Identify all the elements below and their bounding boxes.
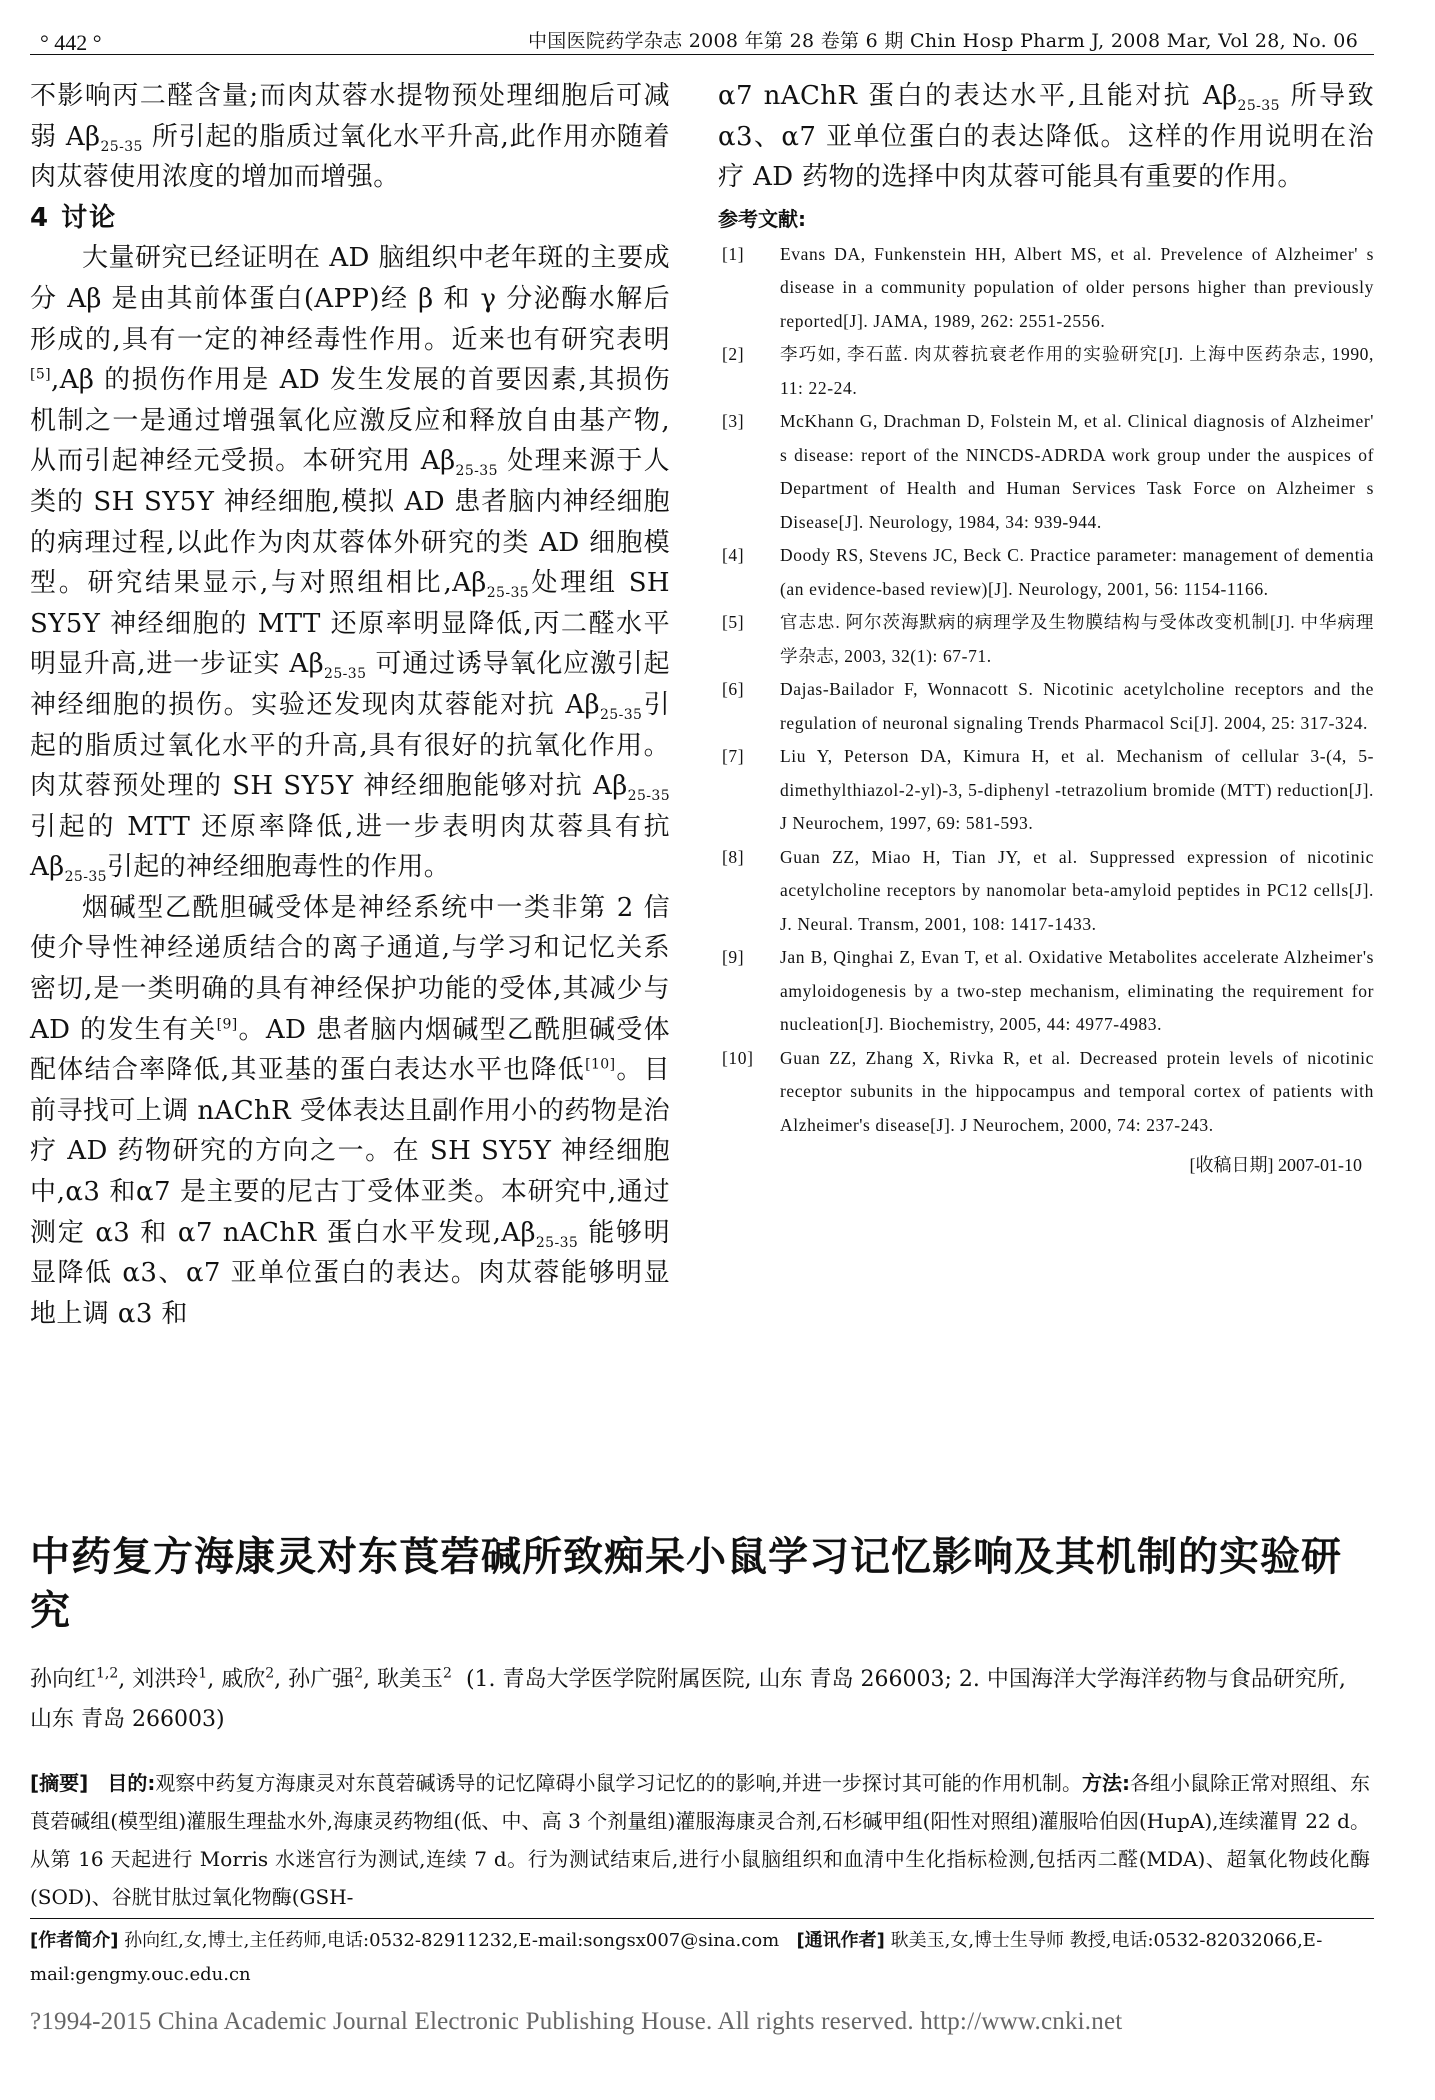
- footnote-rule: [30, 1918, 1374, 1919]
- discussion-paragraph-2: 烟碱型乙酰胆碱受体是神经系统中一类非第 2 信使介导性神经递质结合的离子通道,与学习和记忆关系密切,是一类明确的具有神经保护功能的受体,其减少与 AD 的发生有关[9]。AD 患者脑内烟碱型乙酰胆碱受体 配体结合率降低,其亚基的蛋白表达水平也降低[10]。目前寻找可上调 nAChR 受体表达且副作用小的药物是治疗 AD 药物研究的方向之一。在 SH SY5Y 神经细胞中,α3 和α7 是主要的尼古丁受体亚类。本研究中,通过测定 α3 和 α7 nAChR 蛋白水平发现$,A\beta_{25-35}$ 能够明显降低 α3、α7 亚单位蛋白的表达。肉苁蓉能够明显地上调 α3 和: [30, 892, 671, 1329]
- left-column: [30, 76, 670, 1334]
- header-rule: [30, 54, 1374, 55]
- reference-item: [7] Liu Y, Peterson DA, Kimura H, et al. Mechanism of cellular 3-(4, 5-dimethylthiazol-2-yl)-3, 5-diphenyl -tetrazolium bromide (MTT) reduction[J]. J Neurochem, 1997, 69: 581-593.: [722, 746, 1374, 834]
- continued-paragraph-right: α7 nAChR 蛋白的表达水平,且能对抗 $A\beta_{25-35}$ 所导致 α3、α7 亚单位蛋白的表达降低。这样的作用说明在治疗 AD 药物的选择中肉苁蓉可能具有重要的作用。: [718, 81, 1374, 193]
- article-title: 中药复方海康灵对东莨菪碱所致痴呆小鼠学习记忆影响及其机制的实验研究: [30, 1534, 1342, 1634]
- page-number: ° 442 °: [40, 30, 102, 55]
- received-date: [收稿日期] 2007-01-10: [1189, 1155, 1362, 1176]
- reference-item: [5] 官志忠. 阿尔茨海默病的病理学及生物膜结构与受体改变机制[J]. 中华病理学杂志, 2003, 32(1): 67-71.: [722, 612, 1374, 666]
- abstract-label: [摘要]: [30, 1771, 89, 1795]
- reference-item: [3] McKhann G, Drachman D, Folstein M, et al. Clinical diagnosis of Alzheimer' s disease: report of the NINCDS-ADRDA work group under the auspices of Department of Health and Human Services Task Force on Alzheimer s Disease[J]. Neurology, 1984, 34: 939-944.: [722, 411, 1374, 532]
- reference-item: [9] Jan B, Qinghai Z, Evan T, et al. Oxidative Metabolites accelerate Alzheimer's amyloidogenesis by a two-step mechanism, eliminating the requirement for nucleation[J]. Biochemistry, 2005, 44: 4977-4983.: [722, 947, 1374, 1035]
- author-line: 孙向红$^{1,2}$, 刘洪玲$^1$, 戚欣$^2$, 孙广强$^2$, 耿美玉$^2$ (1. 青岛大学医学院附属医院, 山东 青岛 266003; 2. 中国海洋大学海洋药物与食品研究所, 山东 青岛 266003): [30, 1665, 1346, 1732]
- copyright-watermark: ?1994-2015 China Academic Journal Electronic Publishing House. All rights reserved. http://www.cnki.net: [30, 2008, 1123, 2035]
- journal-running-header: 中国医院药学杂志 2008 年第 28 卷第 6 期 Chin Hosp Pharm J, 2008 Mar, Vol 28, No. 06: [528, 30, 1359, 52]
- author-footnote: [作者简介] 孙向红,女,博士,主任药师,电话:0532-82911232,E-mail:songsx007@sina.com [通讯作者] 耿美玉,女,博士生导师 教授,电话:0532-82032066,E-mail:gengmy.ouc.edu.cn: [30, 1930, 1323, 1985]
- continued-paragraph: 不影响丙二醛含量;而肉苁蓉水提物预处理细胞后可减弱 $A\beta_{25-35}$ 所引起的脂质过氧化水平升高,此作用亦随着肉苁蓉使用浓度的增加而增强。: [30, 81, 670, 193]
- reference-item: [8] Guan ZZ, Miao H, Tian JY, et al. Suppressed expression of nicotinic acetylcholine receptors by nanomolar beta-amyloid peptides in PC12 cells[J]. J. Neural. Transm, 2001, 108: 1417-1433.: [722, 846, 1374, 934]
- reference-item: [2] 李巧如, 李石蓝. 肉苁蓉抗衰老作用的实验研究[J]. 上海中医药杂志, 1990, 11: 22-24.: [722, 344, 1374, 398]
- right-column: [718, 76, 1374, 1182]
- section-heading-discussion: 4 讨论: [30, 202, 118, 233]
- reference-list: [718, 238, 1374, 1143]
- reference-item: [6] Dajas-Bailador F, Wonnacott S. Nicotinic acetylcholine receptors and the regulation of neuronal signaling Trends Pharmacol Sci[J]. 2004, 25: 317-324.: [722, 679, 1374, 733]
- reference-item: [4] Doody RS, Stevens JC, Beck C. Practice parameter: management of dementia (an evidence-based review)[J]. Neurology, 2001, 56: 1154-1166.: [722, 545, 1374, 599]
- reference-item: [1] Evans DA, Funkenstein HH, Albert MS, et al. Prevelence of Alzheimer' s disease in a community population of older persons higher than previously reported[J]. JAMA, 1989, 262: 2551-2556.: [722, 243, 1374, 331]
- reference-item: [10] Guan ZZ, Zhang X, Rivka R, et al. Decreased protein levels of nicotinic receptor subunits in the hippocampus and temporal cortex of patients with Alzheimer's disease[J]. J Neurochem, 2000, 74: 237-243.: [722, 1047, 1374, 1135]
- references-heading: 参考文献:: [718, 206, 806, 231]
- abstract: [摘要] 目的:观察中药复方海康灵对东莨菪碱诱导的记忆障碍小鼠学习记忆的的影响,并进一步探讨其可能的作用机制。方法:各组小鼠除正常对照组、东莨菪碱组(模型组)灌服生理盐水外,海康灵药物组(低、中、高 3 个剂量组)灌服海康灵合剂,石杉碱甲组(阳性对照组)灌服哈伯因(HupA),连续灌胃 22 d。从第 16 天起进行 Morris 水迷宫行为测试,连续 7 d。行为测试结束后,进行小鼠脑组织和血清中生化指标检测,包括丙二醛(MDA)、超氧化物歧化酶(SOD)、谷胱甘肽过氧化物酶(GSH-: [30, 1771, 1371, 1909]
- author-affiliation: (1. 青岛大学医学院附属医院, 山东 青岛 266003; 2. 中国海洋大学海洋药物与食品研究所, 山东 青岛 266003): [30, 1667, 1346, 1732]
- discussion-paragraph-1: 大量研究已经证明在 AD 脑组织中老年斑的主要成分 Aβ 是由其前体蛋白(APP)经 β 和 γ 分泌酶水解后形成的,具有一定的神经毒性作用。近来也有研究表明[5],Aβ 的损伤作用是 AD 发生发展的首要因素,其损伤机制之一是通过增强氧化应激反应和释放自由基产物,从而引起神经元受损。本研究用 $A\beta_{25-35}$ 处理来源于人类的 SH SY5Y 神经细胞,模拟 AD 患者脑内神经细胞的病理过程,以此作为肉苁蓉体外研究的类 AD 细胞模型。研究结果显示,与对照组相比$,A\beta_{25-35}$处理组 SH SY5Y 神经细胞的 MTT 还原率明显降低,丙二醛水平明显升高,进一步证实 $A\beta_{25-35}$ 可通过诱导氧化应激引起神经细胞的损伤。实验还发现肉苁蓉能对抗 $A\beta_{25-35}$引起的脂质过氧化水平的升高,具有很好的抗氧化作用。肉苁蓉预处理的 SH SY5Y 神经细胞能够对抗 $A\beta_{25-35}$ 引起的 MTT 还原率降低,进一步表明肉苁蓉具有抗 $A\beta_{25-35}$引起的神经细胞毒性的作用。: [30, 243, 670, 886]
